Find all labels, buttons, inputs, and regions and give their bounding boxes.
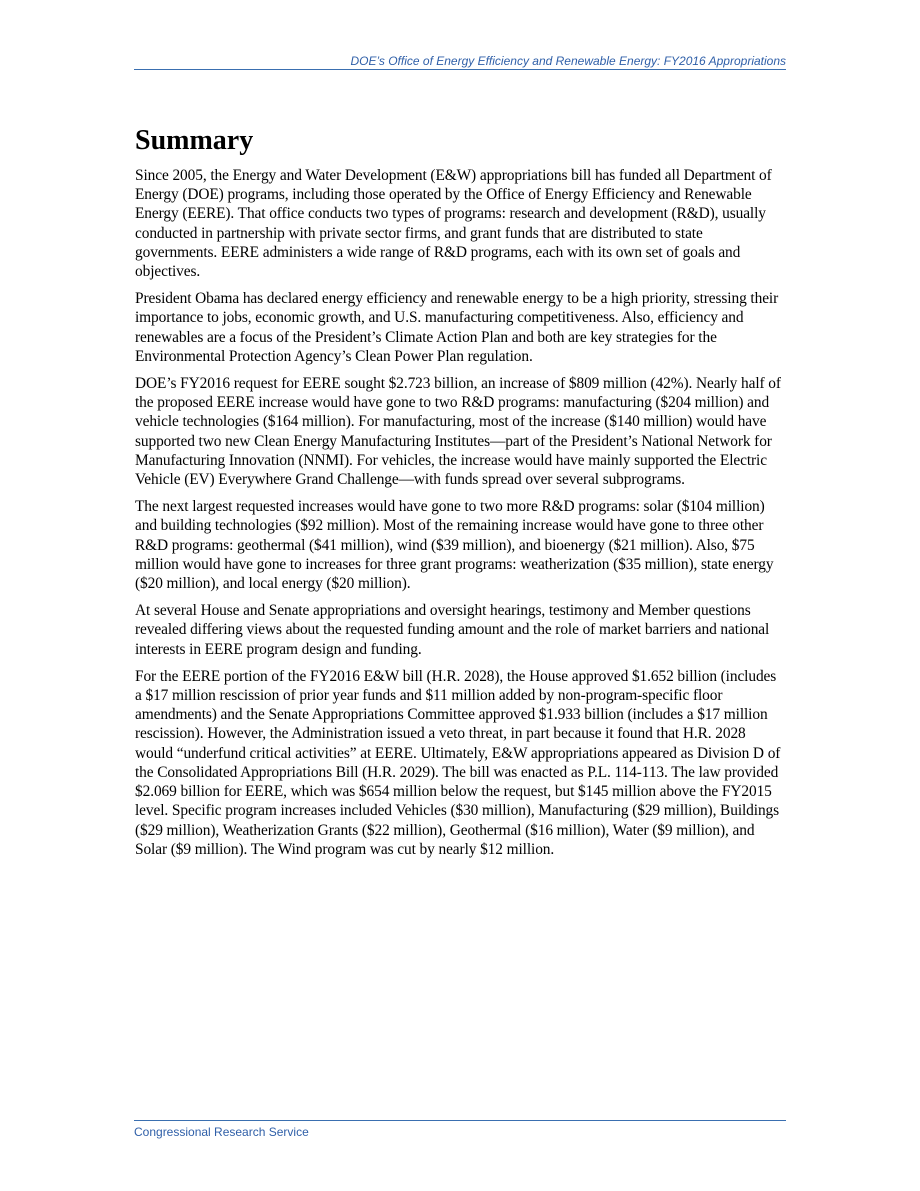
paragraph-4: The next largest requested increases would have gone to two more R&D programs: solar ($104 million) and building technologies ($92 million). Most of the remaining increase would have gone to three other R&D programs: geothermal ($41 million), wind ($39 million), and bioenergy ($21 million). Also, $75 million would have gone to increases for three grant programs: weatherization ($35 million), state energy ($20 million), and local energy ($20 million). [135, 498, 774, 593]
paragraph-2: President Obama has declared energy efficiency and renewable energy to be a high priority, stressing their importance to jobs, economic growth, and U.S. manufacturing competitiveness. Also, efficiency and renewables are a focus of the President’s Climate Action Plan and both are key strategies for the Environmental Protection Agency’s Clean Power Plan regulation. [135, 290, 779, 365]
section-title: Summary [135, 125, 254, 156]
running-header [134, 54, 786, 70]
running-header-title: DOE’s Office of Energy Efficiency and Renewable Energy: FY2016 Appropriations [350, 54, 786, 68]
footer-organization: Congressional Research Service [134, 1125, 309, 1139]
paragraph-1: Since 2005, the Energy and Water Development (E&W) appropriations bill has funded all Department of Energy (DOE) programs, including those operated by the Office of Energy Efficiency and Renewable Energy (EERE). That office conducts two types of programs: research and development (R&D), usually conducted in partnership with private sector firms, and grant funds that are distributed to state governments. EERE administers a wide range of R&D programs, each with its own set of goals and objectives. [135, 167, 772, 281]
main-content [135, 124, 785, 867]
running-footer [134, 1120, 786, 1141]
paragraph-5: At several House and Senate appropriations and oversight hearings, testimony and Member questions revealed differing views about the requested funding amount and the role of market barriers and national interests in EERE program design and funding. [135, 602, 770, 658]
paragraph-3: DOE’s FY2016 request for EERE sought $2.723 billion, an increase of $809 million (42%). Nearly half of the proposed EERE increase would have gone to two R&D programs: manufacturing ($204 million) and vehicle technologies ($164 million). For manufacturing, most of the increase ($140 million) would have supported two new Clean Energy Manufacturing Institutes—part of the President’s National Network for Manufacturing Innovation (NNMI). For vehicles, the increase would have mainly supported the Electric Vehicle (EV) Everywhere Grand Challenge—with funds spread over several subprograms. [135, 375, 781, 489]
paragraph-6: For the EERE portion of the FY2016 E&W bill (H.R. 2028), the House approved $1.652 billion (includes a $17 million rescission of prior year funds and $11 million added by non-program-specific floor amendments) and the Senate Appropriations Committee approved $1.933 billion (includes a $17 million rescission). However, the Administration issued a veto threat, in part because it found that H.R. 2028 would “underfund critical activities” at EERE. Ultimately, E&W appropriations appeared as Division D of the Consolidated Appropriations Bill (H.R. 2029). The bill was enacted as P.L. 114-113. The law provided $2.069 billion for EERE, which was $654 million below the request, but $145 million above the FY2015 level. Specific program increases included Vehicles ($30 million), Manufacturing ($29 million), Buildings ($29 million), Weatherization Grants ($22 million), Geothermal ($16 million), Water ($9 million), and Solar ($9 million). The Wind program was cut by nearly $12 million. [135, 667, 781, 858]
